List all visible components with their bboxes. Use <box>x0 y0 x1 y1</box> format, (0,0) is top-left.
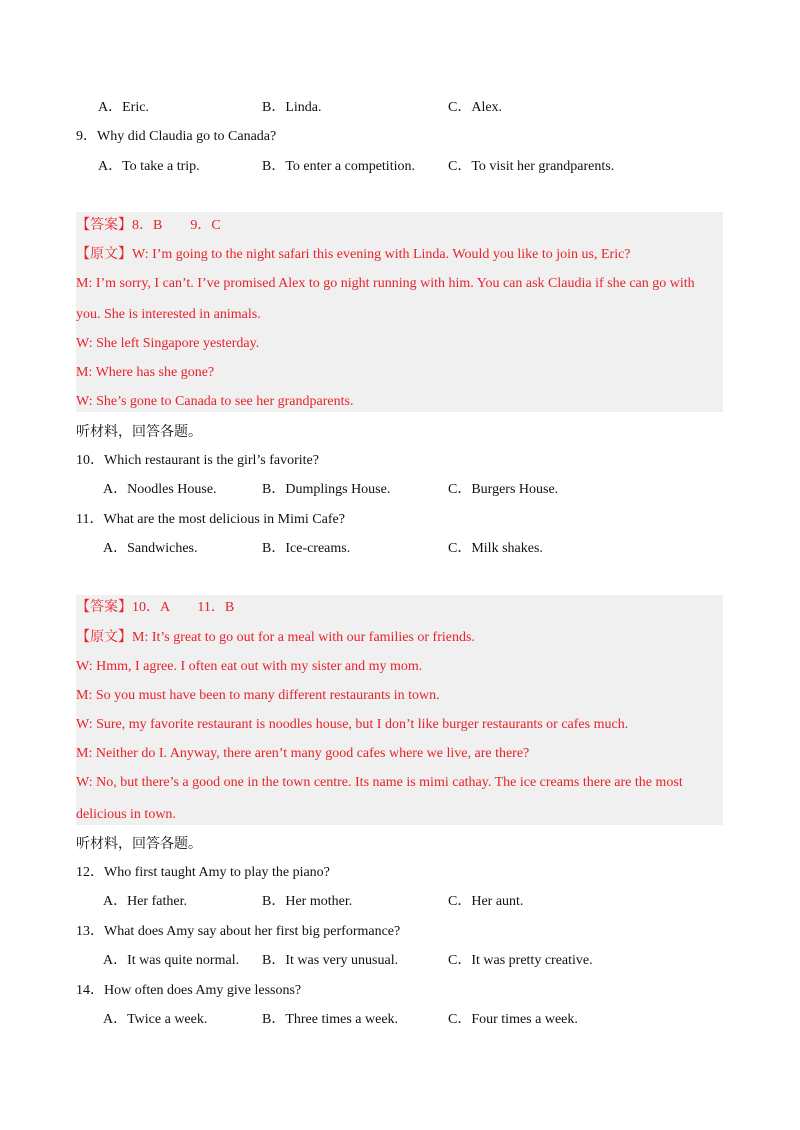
q8-option-b: B．Linda. <box>262 100 322 115</box>
transcript-line: W: She’s gone to Canada to see her grandparents. <box>76 394 354 409</box>
q14-option-a: A．Twice a week. <box>103 1012 208 1027</box>
transcript-line: M: It’s great to go out for a meal with our families or friends. <box>132 630 475 645</box>
q11-option-b: B．Ice-creams. <box>262 541 351 556</box>
q13-option-a: A．It was quite normal. <box>103 953 240 968</box>
q10-option-a: A．Noodles House. <box>103 482 217 497</box>
transcript-line: W: She left Singapore yesterday. <box>76 336 260 351</box>
yuanwen-label: 【原文】 <box>76 630 132 645</box>
answer-2-transcript-first <box>76 628 475 648</box>
q9-option-c: C．To visit her grandparents. <box>448 159 615 174</box>
q13-option-c: C．It was pretty creative. <box>448 953 593 968</box>
q12-option-c: C．Her aunt. <box>448 894 524 909</box>
q14-question: 14．How often does Amy give lessons? <box>76 983 302 998</box>
q14-option-b: B．Three times a week. <box>262 1012 399 1027</box>
q13-option-b: B．It was very unusual. <box>262 953 399 968</box>
transcript-line: M: Neither do I. Anyway, there aren’t many good cafes where we live, are there? <box>76 746 530 761</box>
q8-option-c: C．Alex. <box>448 100 503 115</box>
q11-option-c: C．Milk shakes. <box>448 541 543 556</box>
q12-option-b: B．Her mother. <box>262 894 353 909</box>
q9-option-b: B．To enter a competition. <box>262 159 415 174</box>
transcript-line: you. She is interested in animals. <box>76 307 261 322</box>
q10-option-b: B．Dumplings House. <box>262 482 391 497</box>
q13-question: 13．What does Amy say about her first big performance? <box>76 924 401 939</box>
q10-option-c: C．Burgers House. <box>448 482 559 497</box>
answer-1-key: 【答案】8．B 9．C <box>76 218 221 233</box>
section-instruction: 听材料，回答各题。 <box>76 836 202 852</box>
q9-question: 9．Why did Claudia go to Canada? <box>76 129 277 144</box>
q10-question: 10．Which restaurant is the girl’s favorite? <box>76 453 319 468</box>
q11-option-a: A．Sandwiches. <box>103 541 198 556</box>
transcript-line: W: I’m going to the night safari this evening with Linda. Would you like to join us, Eric? <box>132 247 631 262</box>
q9-option-a: A．To take a trip. <box>98 159 200 174</box>
section-instruction: 听材料，回答各题。 <box>76 424 202 440</box>
transcript-line: W: Hmm, I agree. I often eat out with my sister and my mom. <box>76 659 423 674</box>
transcript-line: delicious in town. <box>76 807 176 822</box>
answer-1-transcript-first <box>76 245 631 265</box>
transcript-line: W: Sure, my favorite restaurant is noodles house, but I don’t like burger restaurants or cafes much. <box>76 717 629 732</box>
yuanwen-label: 【原文】 <box>76 247 132 262</box>
q8-option-a: A．Eric. <box>98 100 149 115</box>
q12-option-a: A．Her father. <box>103 894 187 909</box>
transcript-line: M: Where has she gone? <box>76 365 215 380</box>
transcript-line: M: So you must have been to many different restaurants in town. <box>76 688 440 703</box>
transcript-line: W: No, but there’s a good one in the town centre. Its name is mimi cathay. The ice creams there are the most <box>76 775 683 790</box>
transcript-line: M: I’m sorry, I can’t. I’ve promised Alex to go night running with him. You can ask Claudia if she can go with <box>76 276 695 291</box>
q14-option-c: C．Four times a week. <box>448 1012 578 1027</box>
q12-question: 12．Who first taught Amy to play the piano? <box>76 865 330 880</box>
q11-question: 11．What are the most delicious in Mimi Cafe? <box>76 512 345 527</box>
answer-2-key: 【答案】10．A 11．B <box>76 600 235 615</box>
